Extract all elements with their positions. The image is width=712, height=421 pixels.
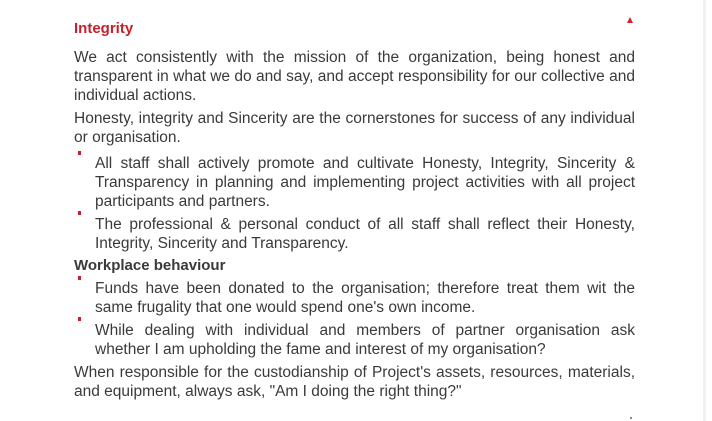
section-title: Integrity: [74, 20, 134, 37]
caret-up-icon[interactable]: [627, 17, 633, 23]
page-mark: [630, 417, 632, 419]
bullet-icon: [78, 151, 81, 155]
bullet-icon: [78, 317, 81, 321]
paragraph-mission: We act consistently with the mission of the organization, being honest and transparent in what we do and say, and accept responsibility for our collective and individual actions.: [74, 49, 635, 104]
list-item: All staff shall actively promote and cultivate Honesty, Integrity, Sincerity & Transparency in planning and implementing project activities with all project participants and partners.: [95, 155, 635, 210]
scrollbar[interactable]: [703, 0, 706, 421]
bullet-icon: [78, 211, 81, 215]
list-item: While dealing with individual and members of partner organisation ask whether I am upholding the fame and interest of my organisation?: [95, 322, 635, 358]
paragraph-custodianship: When responsible for the custodianship of Project's assets, resources, materials, and equipment, always ask, "Am I doing the right thing?": [74, 364, 635, 400]
bullet-icon: [78, 276, 81, 280]
list-item: Funds have been donated to the organisation; therefore treat them wit the same frugality that one would spend one's own income.: [95, 280, 635, 316]
workplace-heading: Workplace behaviour: [74, 257, 226, 274]
list-item: The professional & personal conduct of all staff shall reflect their Honesty, Integrity, Sincerity and Transparency.: [95, 216, 635, 252]
paragraph-cornerstones: Honesty, integrity and Sincerity are the cornerstones for success of any individual or organisation.: [74, 110, 635, 146]
